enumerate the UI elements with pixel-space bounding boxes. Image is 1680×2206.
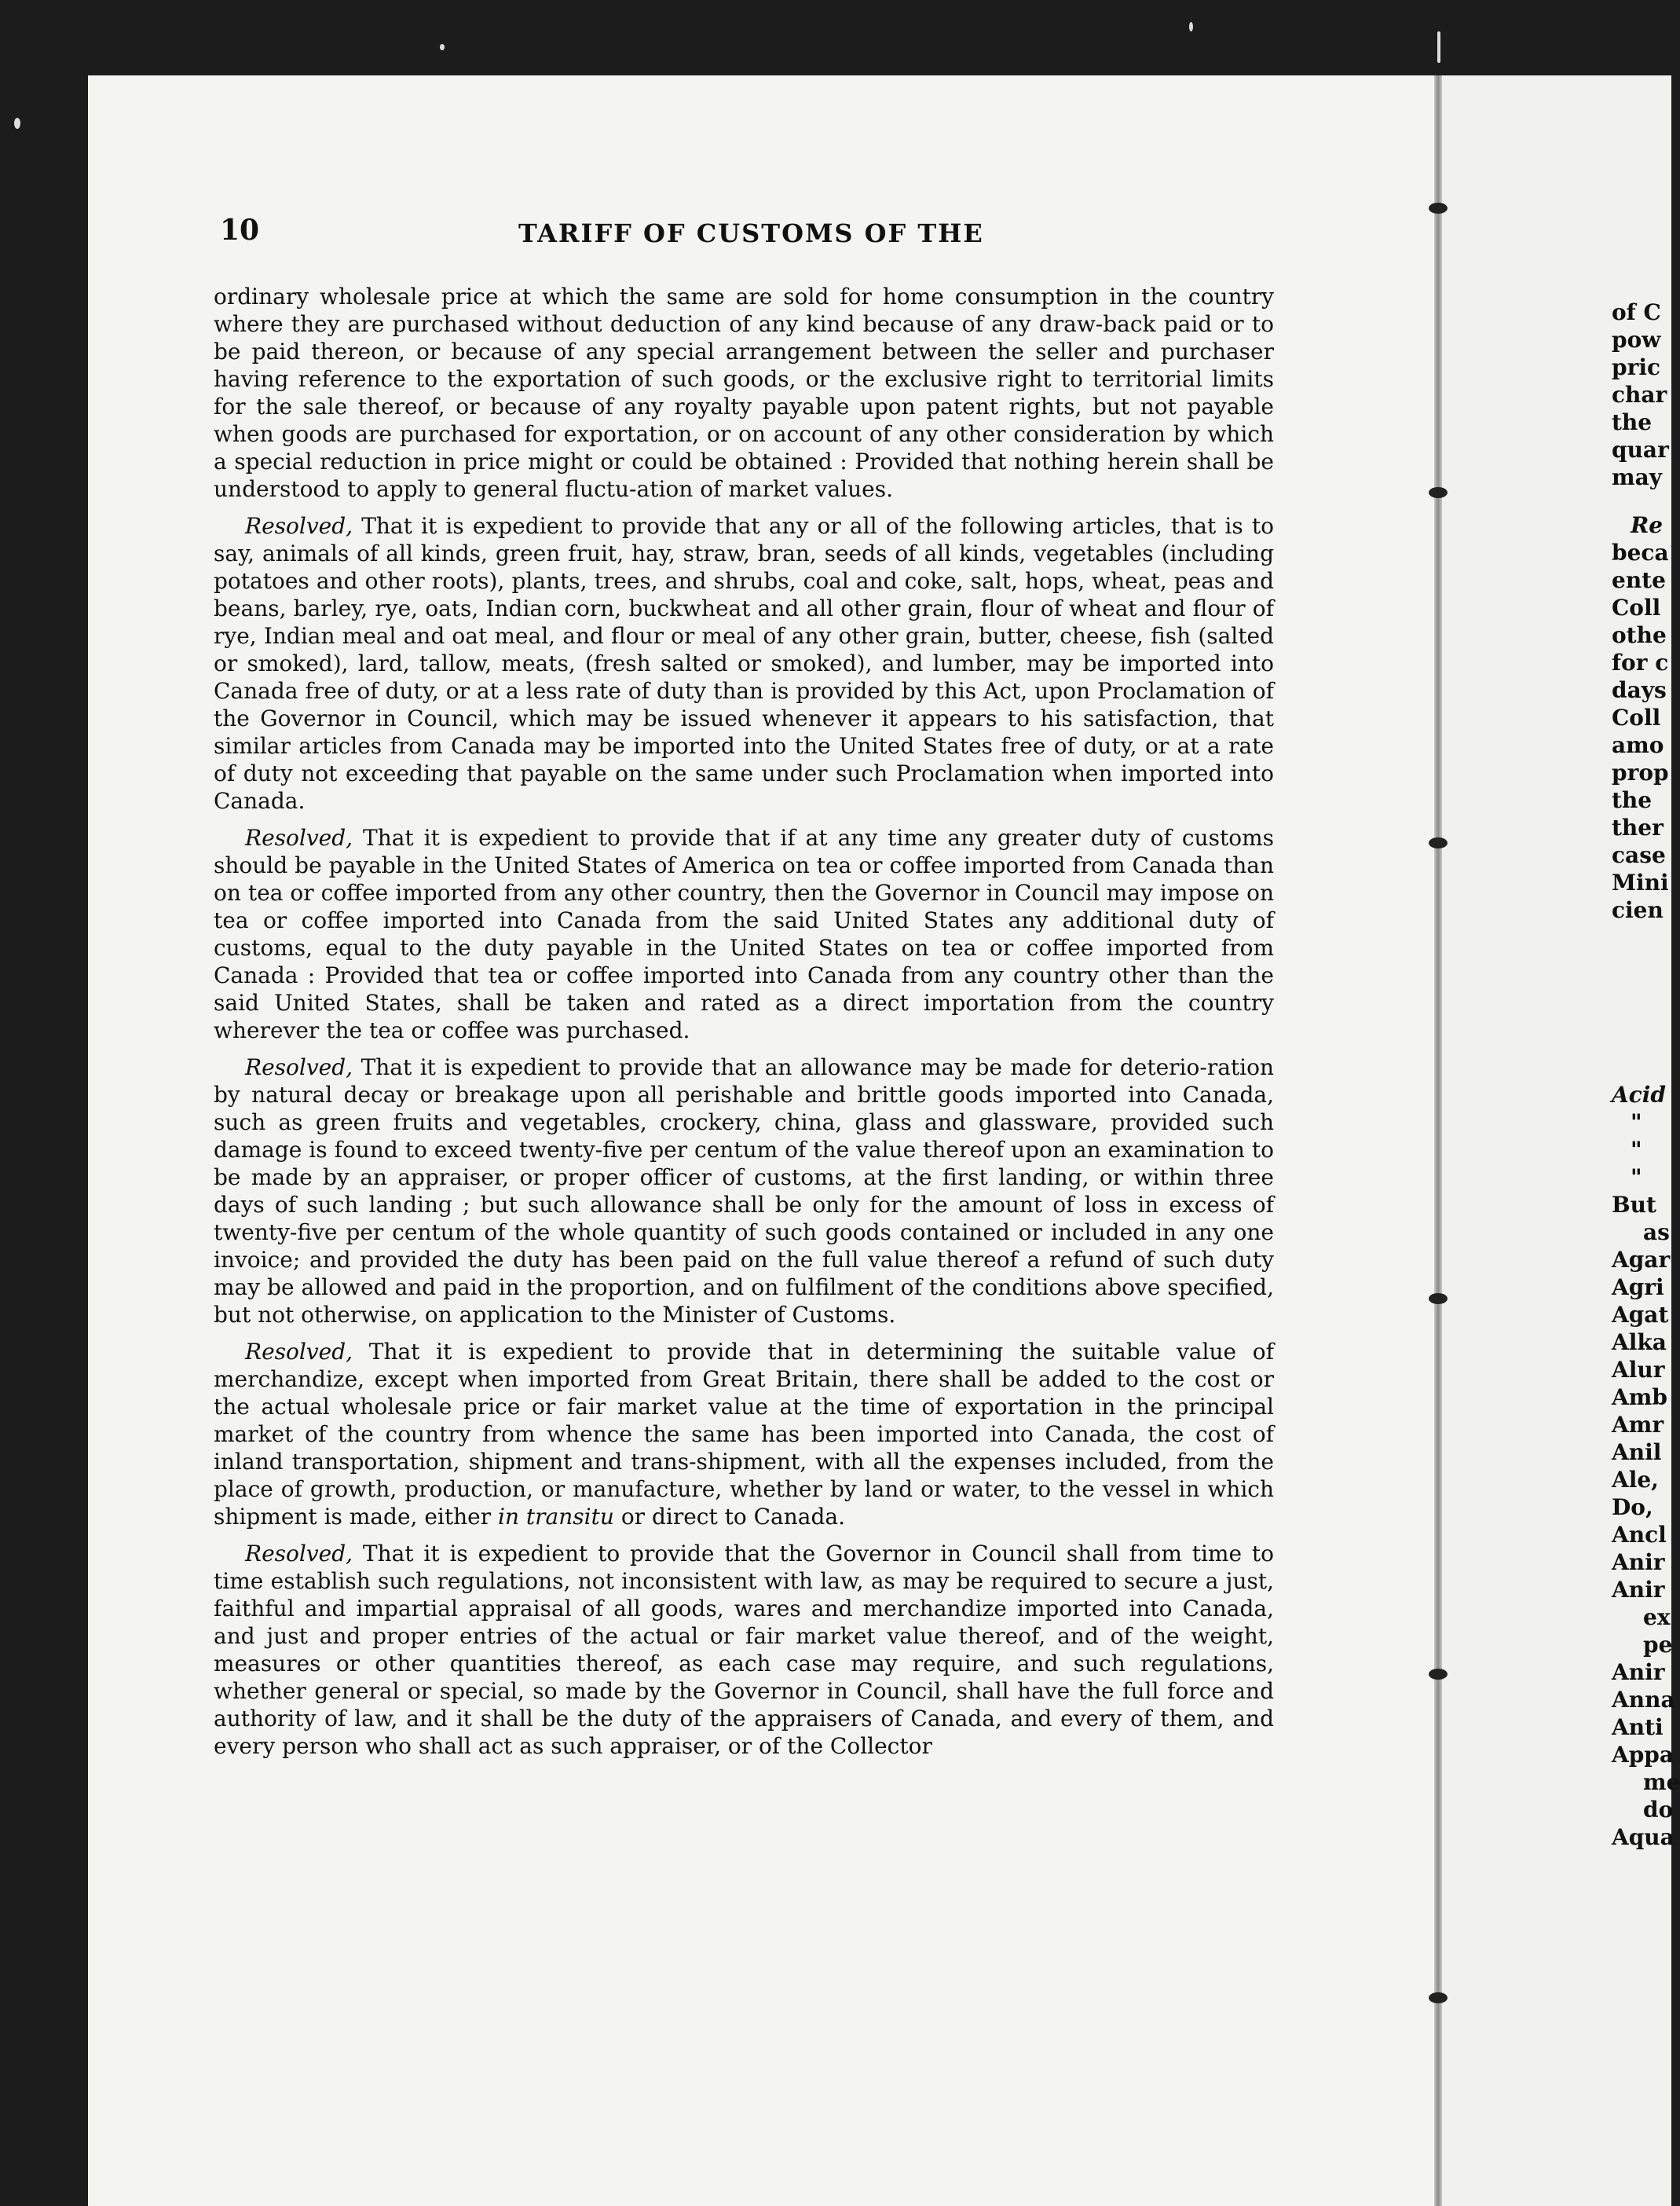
right-line: Ancl <box>1612 1522 1667 1548</box>
right-line: Alur <box>1612 1357 1665 1383</box>
right-line: amo <box>1612 732 1664 758</box>
body-text <box>214 283 1274 1769</box>
binding-stitch <box>1429 1669 1448 1680</box>
right-line: cien <box>1612 897 1664 923</box>
right-line: " <box>1631 1164 1642 1190</box>
right-line: Coll <box>1612 705 1661 731</box>
right-line: But <box>1612 1192 1656 1218</box>
right-line: Amb <box>1612 1384 1667 1410</box>
page-header <box>220 214 1296 261</box>
right-line: Amr <box>1612 1412 1664 1438</box>
right-line: me <box>1643 1769 1680 1795</box>
right-line: " <box>1631 1109 1642 1135</box>
right-line: Anna <box>1612 1687 1675 1713</box>
paragraph: ordinary wholesale price at which the same are sold for home consumption in the country where they are purchased without deduction of any kind because of any draw-back paid or to be paid thereon, or because of any special arrangement between the seller and purchaser having reference to the exportation of such goods, or the exclusive right to territorial limits for the sale thereof, or because of any royalty payable upon patent rights, but not payable when goods are purchased for exportation, or on account of any other consideration by which a special reduction in price might or could be obtained : Provided that nothing herein shall be understood to apply to general fluctu-ation of market values. <box>214 284 1274 502</box>
scan-speck <box>14 118 20 129</box>
right-line: ther <box>1612 815 1664 841</box>
right-line: quar <box>1612 437 1669 463</box>
resolved-lead: Resolved, <box>245 1054 353 1080</box>
right-line: of C <box>1612 299 1661 325</box>
right-line: for c <box>1612 650 1669 676</box>
right-line: Agri <box>1612 1274 1664 1300</box>
scan-speck <box>440 44 445 50</box>
right-line: pric <box>1612 354 1661 380</box>
right-line: Re <box>1631 512 1664 538</box>
right-line: Agar <box>1612 1247 1671 1273</box>
right-line: Alka <box>1612 1329 1667 1355</box>
right-line: Mini <box>1612 870 1669 896</box>
right-line: may <box>1612 464 1663 490</box>
right-line: ente <box>1612 567 1666 593</box>
right-line: do <box>1643 1797 1674 1823</box>
right-line: Ale, <box>1612 1467 1659 1493</box>
scan-speck <box>1437 31 1440 63</box>
book-gutter <box>1434 75 1442 2206</box>
right-line: Coll <box>1612 595 1661 621</box>
right-line: Aqua <box>1612 1824 1675 1850</box>
scan-speck <box>1189 22 1193 31</box>
right-line: Anir <box>1612 1577 1665 1603</box>
binding-stitch <box>1429 487 1448 498</box>
paragraph: Resolved, That it is expedient to provide that an allowance may be made for deterio-ration by natural decay or breakage upon all perishable and brittle goods imported into Canada, such as green fruits and vegetables, crockery, china, glass and glassware, provided such damage is found to exceed twenty-five per centum of the value thereof upon an examination to be made by an appraiser, or proper officer of customs, at the first landing, or within three days of such landing ; but such allowance shall be only for the amount of loss in excess of twenty-five per centum of the whole quantity of such goods contained or included in any one invoice; and provided the duty has been paid on the full value thereof a refund of such duty may be allowed and paid in the proportion, and on fulfilment of the conditions above specified, but not otherwise, on application to the Minister of Customs. <box>214 1054 1274 1328</box>
right-line: prop <box>1612 760 1669 786</box>
resolved-lead: Resolved, <box>245 513 353 539</box>
right-line: as <box>1643 1219 1670 1245</box>
right-line: Agat <box>1612 1302 1669 1328</box>
right-line: case <box>1612 842 1666 868</box>
right-line: days <box>1612 677 1667 703</box>
right-line: ex <box>1643 1604 1671 1630</box>
right-line: Anir <box>1612 1659 1665 1685</box>
right-line: the <box>1612 409 1653 435</box>
right-line: char <box>1612 382 1667 408</box>
binding-stitch <box>1429 1293 1448 1304</box>
right-page-text <box>1612 299 1680 1851</box>
right-line: Anti <box>1612 1714 1664 1740</box>
right-line: pow <box>1612 327 1661 353</box>
resolved-lead: Resolved, <box>245 825 353 851</box>
paragraph: Resolved, That it is expedient to provide that in determining the suitable value of merchandize, except when imported from Great Britain, there shall be added to the cost or the actual wholesale price or fair market value at the time of exportation in the principal market of the country from whence the same has been imported into Canada, the cost of inland transportation, shipment and trans-shipment, with all the expenses included, from the place of growth, production, or manufacture, whether by land or water, to the vessel in which shipment is made, either in transitu or direct to Canada. <box>214 1339 1274 1530</box>
running-head: TARIFF OF CUSTOMS OF THE <box>518 218 984 248</box>
right-line: Anil <box>1612 1439 1662 1465</box>
resolved-lead: Resolved, <box>245 1541 353 1567</box>
right-line: Appa <box>1612 1742 1675 1768</box>
right-line: Do, <box>1612 1494 1653 1520</box>
paragraph: Resolved, That it is expedient to provide that if at any time any greater duty of customs should be payable in the United States of America on tea or coffee imported from Canada than on tea or coffee imported from any other country, then the Governor in Council may impose on tea or coffee imported into Canada from the said United States any additional duty of customs, equal to the duty payable in the United States on tea or coffee imported from Canada : Provided that tea or coffee imported into Canada from any country other than the said United States, shall be taken and rated as a direct importation from the country wherever the tea or coffee was purchased. <box>214 825 1274 1043</box>
right-line: " <box>1631 1137 1642 1163</box>
binding-stitch <box>1429 1992 1448 2003</box>
resolved-lead: Resolved, <box>245 1339 353 1365</box>
right-line: the <box>1612 787 1653 813</box>
binding-stitch <box>1429 837 1448 848</box>
right-line: beca <box>1612 540 1669 566</box>
right-line: pe <box>1643 1632 1673 1658</box>
paragraph: Resolved, That it is expedient to provide that any or all of the following articles, that is to say, animals of all kinds, green fruit, hay, straw, bran, seeds of all kinds, vegetables (including potatoes and other roots), plants, trees, and shrubs, coal and coke, salt, hops, wheat, peas and beans, barley, rye, oats, Indian corn, buckwheat and all other grain, flour of wheat and flour of rye, Indian meal and oat meal, and flour or meal of any other grain, butter, cheese, fish (salted or smoked), lard, tallow, meats, (fresh salted or smoked), and lumber, may be imported into Canada free of duty, or at a less rate of duty than is provided by this Act, upon Proclamation of the Governor in Council, which may be issued whenever it appears to his satisfaction, that similar articles from Canada may be imported into the United States free of duty, or at a rate of duty not exceeding that payable on the same under such Proclamation when imported into Canada. <box>214 513 1274 814</box>
right-line: Anir <box>1612 1549 1665 1575</box>
right-line: othe <box>1612 622 1667 648</box>
page-number: 10 <box>220 214 260 247</box>
paragraph: Resolved, That it is expedient to provide that the Governor in Council shall from time to time establish such regulations, not inconsistent with law, as may be required to secure a just, faithful and impartial appraisal of all goods, wares and merchandize imported into Canada, and just and proper entries of the actual or fair market value thereof, and of the weight, measures or other quantities thereof, as each case may require, and such regulations, whether general or special, so made by the Governor in Council, shall have the full force and authority of law, and it shall be the duty of the appraisers of Canada, and every of them, and every person who shall act as such appraiser, or of the Collector <box>214 1541 1275 1759</box>
binding-stitch <box>1429 203 1448 214</box>
right-line: Acid <box>1612 1082 1666 1108</box>
